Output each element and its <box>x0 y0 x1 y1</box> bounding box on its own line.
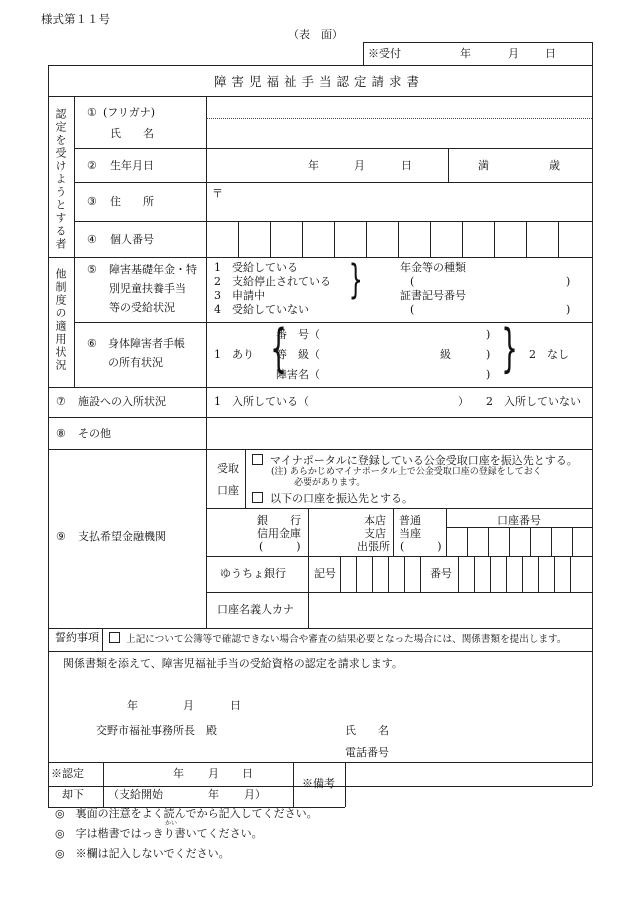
facility-label: 施設への入所状況 <box>78 395 166 408</box>
handbook-no[interactable]: 2 なし <box>529 348 569 361</box>
my-number-label: 個人番号 <box>110 233 154 246</box>
checkbox[interactable] <box>109 632 120 643</box>
option-not-receiving[interactable]: 4 受給していない <box>214 303 309 316</box>
receipt-label: ※受付 <box>368 47 401 60</box>
checkbox[interactable] <box>252 454 263 465</box>
address-label: 住 所 <box>110 195 154 208</box>
option-receiving[interactable]: 1 受給している <box>214 261 298 274</box>
option-applying[interactable]: 3 申請中 <box>214 289 265 302</box>
postal-mark: 〒 <box>212 187 223 200</box>
note-1: ◎ 裏面の注意をよく読んでから記入してください。 <box>55 807 318 820</box>
applicant-name-input[interactable] <box>400 718 590 738</box>
furigana-input[interactable] <box>207 97 591 117</box>
option-suspended[interactable]: 2 支給停止されている <box>214 275 331 288</box>
request-text: 関係書類を添えて、障害児福祉手当の受給資格の認定を請求します。 <box>63 657 403 670</box>
handbook-yes[interactable]: 1 あり <box>214 348 254 361</box>
group-other-systems: 他制度の適用状況 <box>54 268 67 372</box>
phone-label: 電話番号 <box>345 746 389 759</box>
ruby: かい <box>165 820 178 827</box>
my-number-input[interactable] <box>207 222 591 256</box>
birthdate-label: 生年月日 <box>110 159 154 172</box>
name-label: 氏 名 <box>110 127 154 140</box>
recipient: 交野市福祉事務所長 殿 <box>96 724 217 737</box>
note-2: ◎ 字は楷書ではっきり書いてください。 <box>55 827 263 840</box>
pledge-option[interactable]: 上記について公簿等で確認できない場合や審査の結果必要となった場合には、関係書類を提出します。 <box>109 632 566 645</box>
group-applicant: 認定を受けようとする者 <box>54 108 67 251</box>
account-number-input[interactable] <box>447 528 591 555</box>
mynaportal-option[interactable]: マイナポータルに登録している公金受取口座を振込先とする。 <box>252 454 578 466</box>
name-input[interactable] <box>207 119 591 148</box>
other-label: その他 <box>78 427 111 440</box>
form-number: 様式第１１号 <box>41 12 110 26</box>
side-label: （表 面） <box>288 28 343 41</box>
applicant-name-label: 氏 名 <box>345 724 389 737</box>
pledge-label: 誓約事項 <box>55 631 99 644</box>
checkbox[interactable] <box>252 492 263 503</box>
bank-label: 支払希望金融機関 <box>78 530 166 543</box>
other-input[interactable] <box>207 418 591 448</box>
phone-input[interactable] <box>400 741 590 761</box>
facility-admitted[interactable]: 1 入所している（ <box>214 395 309 408</box>
address-input[interactable] <box>224 184 590 220</box>
other-account-option[interactable]: 以下の口座を振込先とする。 <box>252 492 413 504</box>
brace-right: } <box>348 257 363 303</box>
account-holder-input[interactable] <box>309 593 591 627</box>
facility-not-admitted[interactable]: 2 入所していない <box>486 395 581 408</box>
note-3: ◎ ※欄は記入しないでください。 <box>55 847 230 860</box>
form-title: 障害児福祉手当認定請求書 <box>214 74 425 89</box>
